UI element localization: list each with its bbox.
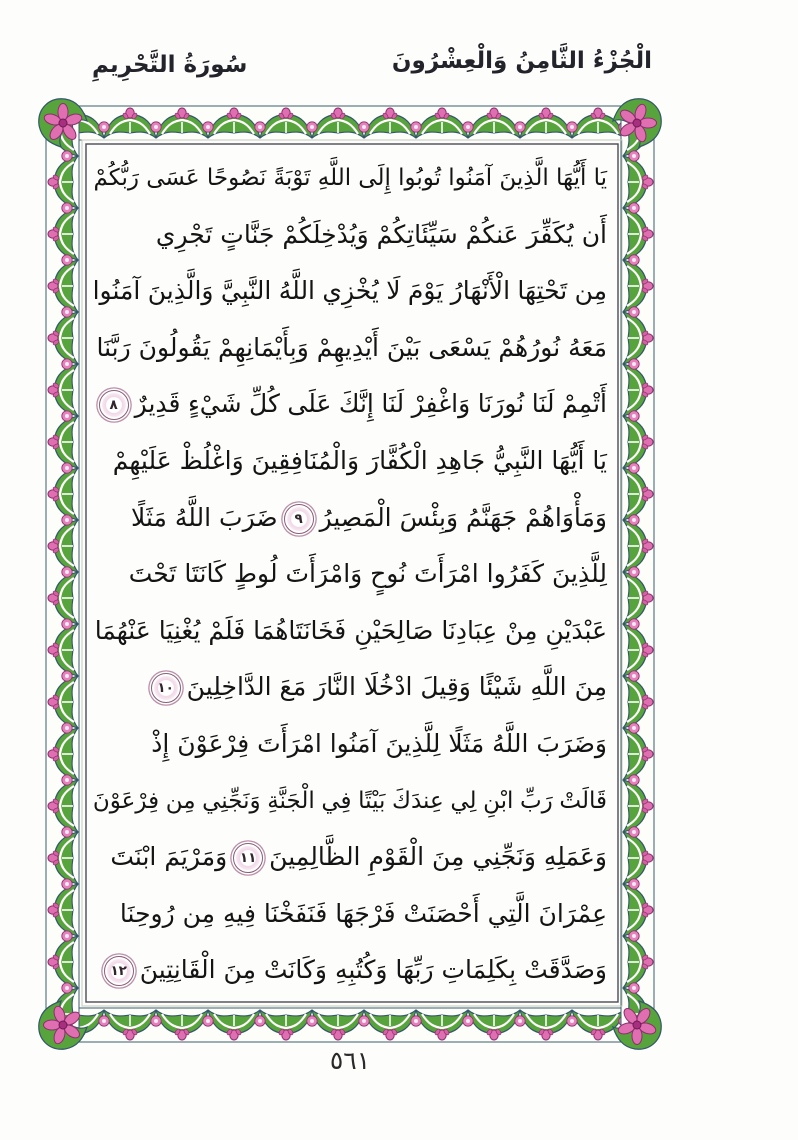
- ayah-text: مَعَهُ نُورُهُمْ يَسْعَى بَيْنَ أَيْدِيهِمْ وَبِأَيْمَانِهِمْ يَقُولُونَ رَبَّنَا: [96, 332, 607, 362]
- corner-flower-icon: [613, 1001, 661, 1049]
- ayah-text: أَتْمِمْ لَنَا نُورَنَا وَاغْفِرْ لَنَا إِنَّكَ عَلَى كُلِّ شَيْءٍ قَدِيرٌ: [134, 389, 607, 419]
- ayah-text: ضَرَبَ اللَّهُ مَثَلًا: [131, 502, 278, 532]
- ayah-text: وَصَدَّقَتْ بِكَلِمَاتِ رَبِّهَا وَكُتُبِهِ وَكَانَتْ مِنَ الْقَانِتِينَ: [139, 955, 607, 985]
- quran-line: [93, 150, 607, 207]
- verse-marker: ١٠: [151, 673, 181, 703]
- ayah-text: قَالَتْ رَبِّ ابْنِ لِي عِندَكَ بَيْتًا فِي الْجَنَّةِ وَنَجِّنِي مِن فِرْعَوْنَ: [92, 787, 607, 814]
- border-band-bottom: [46, 1008, 654, 1042]
- ayah-text: أَن يُكَفِّرَ عَنكُمْ سَيِّئَاتِكُمْ وَيُدْخِلَكُمْ جَنَّاتٍ تَجْرِي: [155, 219, 607, 249]
- verse-marker: ٨: [99, 390, 129, 420]
- corner-flower-icon: [39, 1001, 87, 1049]
- quran-line: [93, 773, 607, 830]
- ayah-text: وَمَرْيَمَ ابْنَتَ: [110, 842, 228, 872]
- page-number: ٥٦١: [329, 1046, 371, 1075]
- quran-line: [93, 716, 607, 773]
- ayah-text: يَا أَيُّهَا النَّبِيُّ جَاهِدِ الْكُفَّارَ وَالْمُنَافِقِينَ وَاغْلُظْ عَلَيْهِمْ: [112, 445, 607, 475]
- quran-line: [93, 433, 607, 490]
- corner-flower-icon: [613, 99, 661, 147]
- quran-line: [93, 942, 607, 999]
- ayah-text: يَا أَيُّهَا الَّذِينَ آمَنُوا تُوبُوا إِلَى اللَّهِ تَوْبَةً نَصُوحًا عَسَى رَبُّكُمْ: [93, 165, 607, 191]
- quran-line: [93, 886, 607, 943]
- quran-line: [93, 546, 607, 603]
- ayah-text: مِنَ اللَّهِ شَيْئًا وَقِيلَ ادْخُلَا النَّارَ مَعَ الدَّاخِلِينَ: [186, 672, 607, 702]
- quran-line: [93, 207, 607, 264]
- verse-marker: ٩: [284, 504, 314, 534]
- ayah-text: مِن تَحْتِهَا الْأَنْهَارُ يَوْمَ لَا يُخْزِي اللَّهُ النَّبِيَّ وَالَّذِينَ آمَنُوا: [92, 276, 607, 306]
- verse-marker: ١٢: [104, 956, 134, 986]
- juz-title: الْجُزْءُ الثَّامِنُ وَالْعِشْرُونَ: [391, 48, 652, 74]
- quran-line: [93, 603, 607, 660]
- border-band-top: [46, 106, 654, 140]
- ayah-text: لِلَّذِينَ كَفَرُوا امْرَأَتَ نُوحٍ وَامْرَأَتَ لُوطٍ كَانَتَا تَحْتَ: [128, 559, 607, 589]
- quran-line: [93, 659, 607, 716]
- quran-line: [93, 376, 607, 433]
- border-band-left: [46, 106, 79, 1042]
- quran-line: [93, 320, 607, 377]
- quran-line: [93, 829, 607, 886]
- ayah-text: عَبْدَيْنِ مِنْ عِبَادِنَا صَالِحَيْنِ فَخَانَتَاهُمَا فَلَمْ يُغْنِيَا عَنْهُمَا: [94, 615, 607, 645]
- ayah-text: وَمَأْوَاهُمْ جَهَنَّمُ وَبِئْسَ الْمَصِيرُ: [319, 502, 607, 532]
- corner-flower-icon: [39, 99, 87, 147]
- quran-line: [93, 263, 607, 320]
- quran-line: [93, 490, 607, 547]
- verse-marker: ١١: [233, 843, 263, 873]
- quran-text-block: [93, 150, 607, 1000]
- ayah-text: عِمْرَانَ الَّتِي أَحْصَنَتْ فَرْجَهَا فَنَفَخْنَا فِيهِ مِن رُوحِنَا: [119, 898, 607, 928]
- border-band-right: [621, 106, 654, 1042]
- surah-title: سُورَةُ التَّحْرِيمِ: [92, 52, 248, 78]
- ayah-text: وَضَرَبَ اللَّهُ مَثَلًا لِلَّذِينَ آمَنُوا امْرَأَتَ فِرْعَوْنَ إِذْ: [151, 728, 607, 758]
- ayah-text: وَعَمَلِهِ وَنَجِّنِي مِنَ الْقَوْمِ الظَّالِمِينَ: [269, 842, 607, 872]
